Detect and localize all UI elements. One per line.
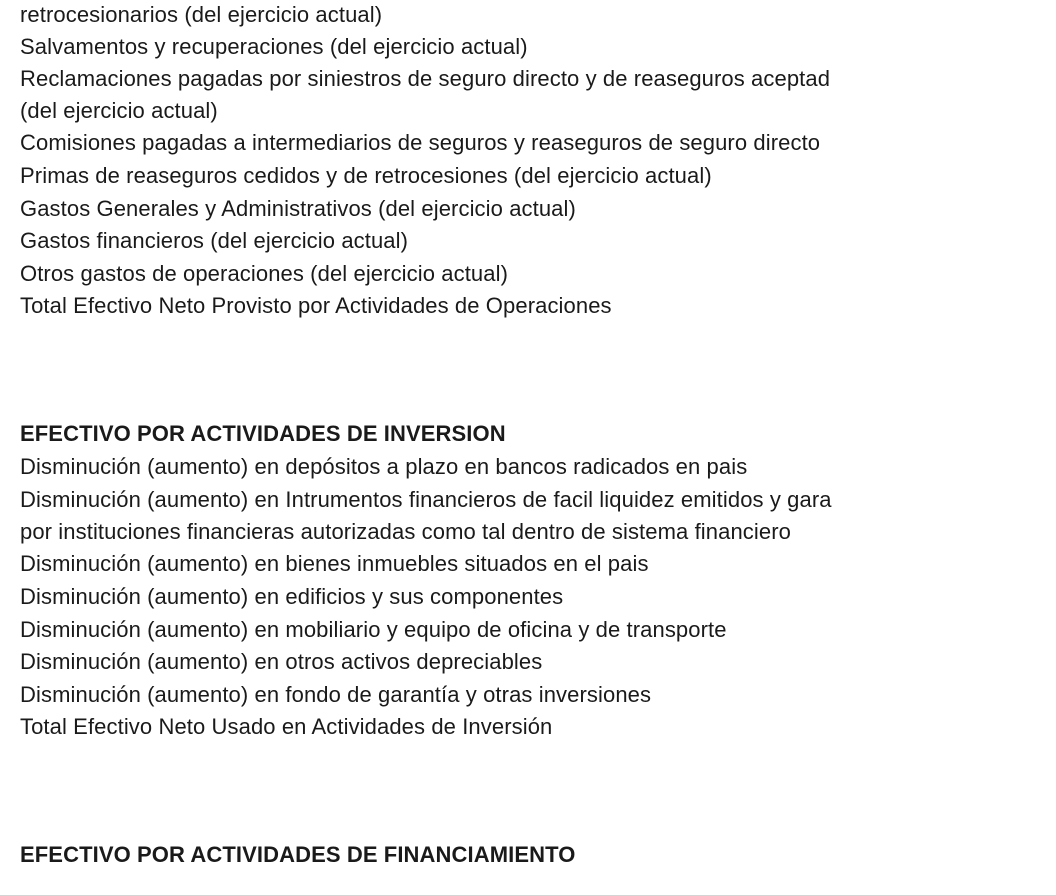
inversion-total-line: Total Efectivo Neto Usado en Actividades de Inversión	[20, 714, 553, 739]
inversion-line-4: Disminución (aumento) en bienes inmuebles situados en el pais	[20, 551, 649, 576]
operaciones-line-7: Gastos Generales y Administrativos (del ejercicio actual)	[20, 196, 576, 221]
inversion-line-2: Disminución (aumento) en Intrumentos financieros de facil liquidez emitidos y gara	[20, 487, 832, 512]
operaciones-line-4: (del ejercicio actual)	[20, 98, 218, 123]
operaciones-line-6: Primas de reaseguros cedidos y de retrocesiones (del ejercicio actual)	[20, 163, 712, 188]
financiamiento-heading: EFECTIVO POR ACTIVIDADES DE FINANCIAMIENTO	[20, 842, 576, 867]
inversion-line-3: por instituciones financieras autorizadas como tal dentro de sistema financiero	[20, 519, 791, 544]
operaciones-line-5: Comisiones pagadas a intermediarios de seguros y reaseguros de seguro directo	[20, 130, 821, 155]
operaciones-line-3: Reclamaciones pagadas por siniestros de seguro directo y de reaseguros aceptad	[20, 66, 831, 91]
operaciones-line-8: Gastos financieros (del ejercicio actual)	[20, 228, 409, 253]
operaciones-line-9: Otros gastos de operaciones (del ejercicio actual)	[20, 261, 509, 286]
inversion-line-8: Disminución (aumento) en fondo de garantía y otras inversiones	[20, 682, 652, 707]
inversion-line-6: Disminución (aumento) en mobiliario y equipo de oficina y de transporte	[20, 617, 727, 642]
operaciones-line-1: retrocesionarios (del ejercicio actual)	[20, 2, 383, 27]
operaciones-line-2: Salvamentos y recuperaciones (del ejercicio actual)	[20, 34, 528, 59]
inversion-heading: EFECTIVO POR ACTIVIDADES DE INVERSION	[20, 421, 506, 446]
inversion-line-7: Disminución (aumento) en otros activos depreciables	[20, 649, 543, 674]
inversion-line-5: Disminución (aumento) en edificios y sus componentes	[20, 584, 564, 609]
inversion-line-1: Disminución (aumento) en depósitos a plazo en bancos radicados en pais	[20, 454, 748, 479]
operaciones-total-line: Total Efectivo Neto Provisto por Actividades de Operaciones	[20, 293, 612, 318]
